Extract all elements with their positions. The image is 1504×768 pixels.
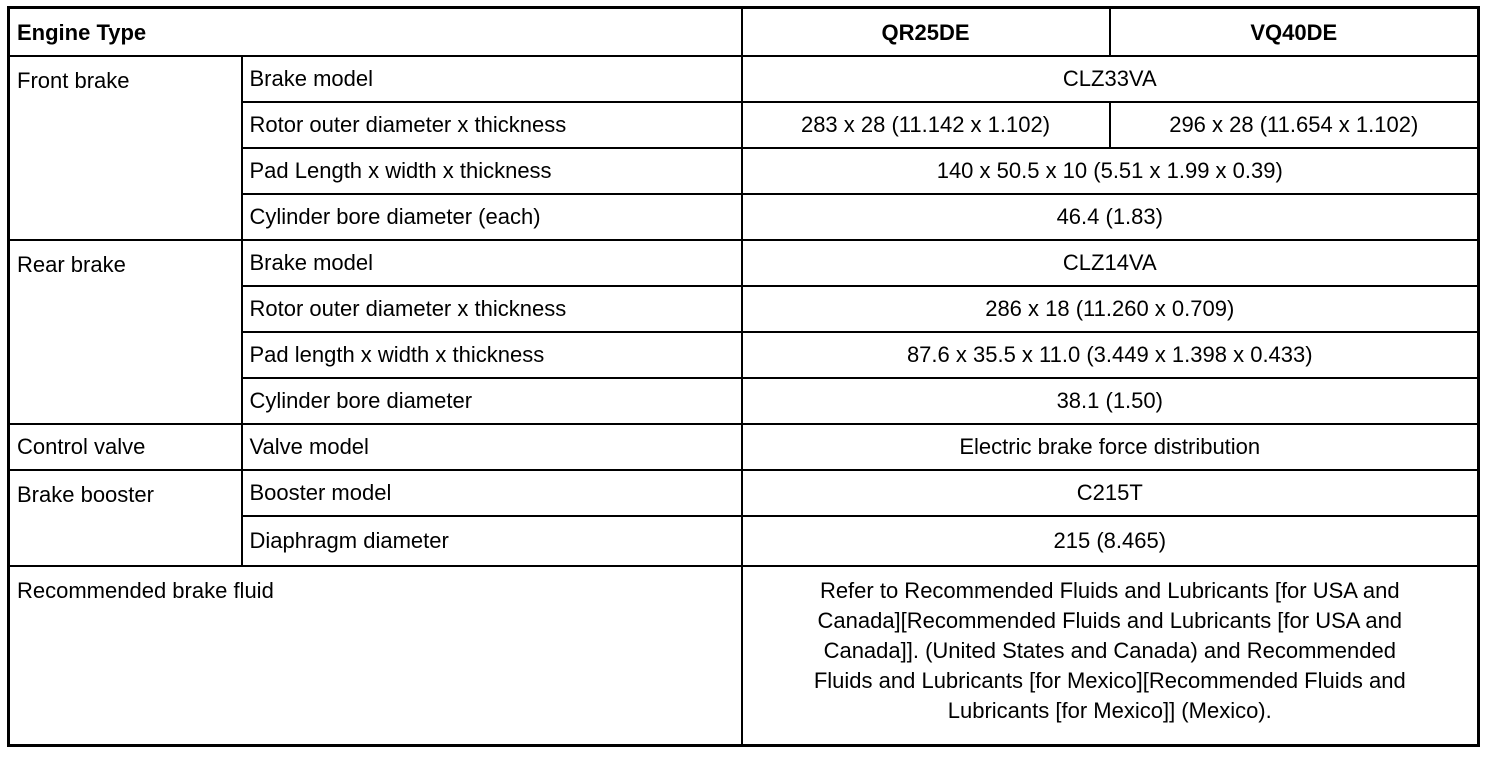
brake-fluid-line: Lubricants [for Mexico]] (Mexico). (947, 698, 1272, 723)
diaphragm-param: Diaphragm diameter (242, 516, 742, 566)
front-cylinder-value: 46.4 (1.83) (742, 194, 1479, 240)
brake-fluid-label: Recommended brake fluid (9, 566, 742, 746)
front-pad-value: 140 x 50.5 x 10 (5.51 x 1.99 x 0.39) (742, 148, 1479, 194)
booster-model-param: Booster model (242, 470, 742, 516)
front-pad-param: Pad Length x width x thickness (242, 148, 742, 194)
engine-type-header: Engine Type (9, 8, 742, 57)
front-brake-model-value: CLZ33VA (742, 56, 1479, 102)
rear-brake-model-value: CLZ14VA (742, 240, 1479, 286)
valve-model-value: Electric brake force distribution (742, 424, 1479, 470)
control-valve-group-label: Control valve (9, 424, 242, 470)
brake-fluid-line: Canada]]. (United States and Canada) and Recommended (823, 638, 1396, 663)
rear-cylinder-param: Cylinder bore diameter (242, 378, 742, 424)
rear-cylinder-value: 38.1 (1.50) (742, 378, 1479, 424)
booster-model-value: C215T (742, 470, 1479, 516)
engine-vq40de-header: VQ40DE (1110, 8, 1479, 57)
table-row (9, 56, 1479, 102)
front-rotor-vq40de-value: 296 x 28 (11.654 x 1.102) (1110, 102, 1479, 148)
front-brake-model-param: Brake model (242, 56, 742, 102)
table-row (9, 424, 1479, 470)
rear-brake-group-label: Rear brake (9, 240, 242, 424)
rear-rotor-param: Rotor outer diameter x thickness (242, 286, 742, 332)
rear-brake-model-param: Brake model (242, 240, 742, 286)
front-cylinder-param: Cylinder bore diameter (each) (242, 194, 742, 240)
front-brake-group-label: Front brake (9, 56, 242, 240)
rear-pad-value: 87.6 x 35.5 x 11.0 (3.449 x 1.398 x 0.433) (742, 332, 1479, 378)
table-row (9, 240, 1479, 286)
brake-fluid-line: Canada][Recommended Fluids and Lubricants [for USA and (817, 608, 1403, 633)
brake-specifications-table (7, 6, 1480, 747)
diaphragm-value: 215 (8.465) (742, 516, 1479, 566)
brake-booster-group-label: Brake booster (9, 470, 242, 566)
front-rotor-qr25de-value: 283 x 28 (11.142 x 1.102) (742, 102, 1110, 148)
engine-qr25de-header: QR25DE (742, 8, 1110, 57)
brake-fluid-line: Fluids and Lubricants [for Mexico][Recommended Fluids and (813, 668, 1406, 693)
brake-fluid-line: Refer to Recommended Fluids and Lubricants [for USA and (819, 578, 1400, 603)
rear-rotor-value: 286 x 18 (11.260 x 0.709) (742, 286, 1479, 332)
rear-pad-param: Pad length x width x thickness (242, 332, 742, 378)
table-row (9, 566, 1479, 746)
brake-fluid-value (742, 566, 1479, 746)
table-row (9, 470, 1479, 516)
header-row (9, 8, 1479, 57)
valve-model-param: Valve model (242, 424, 742, 470)
front-rotor-param: Rotor outer diameter x thickness (242, 102, 742, 148)
